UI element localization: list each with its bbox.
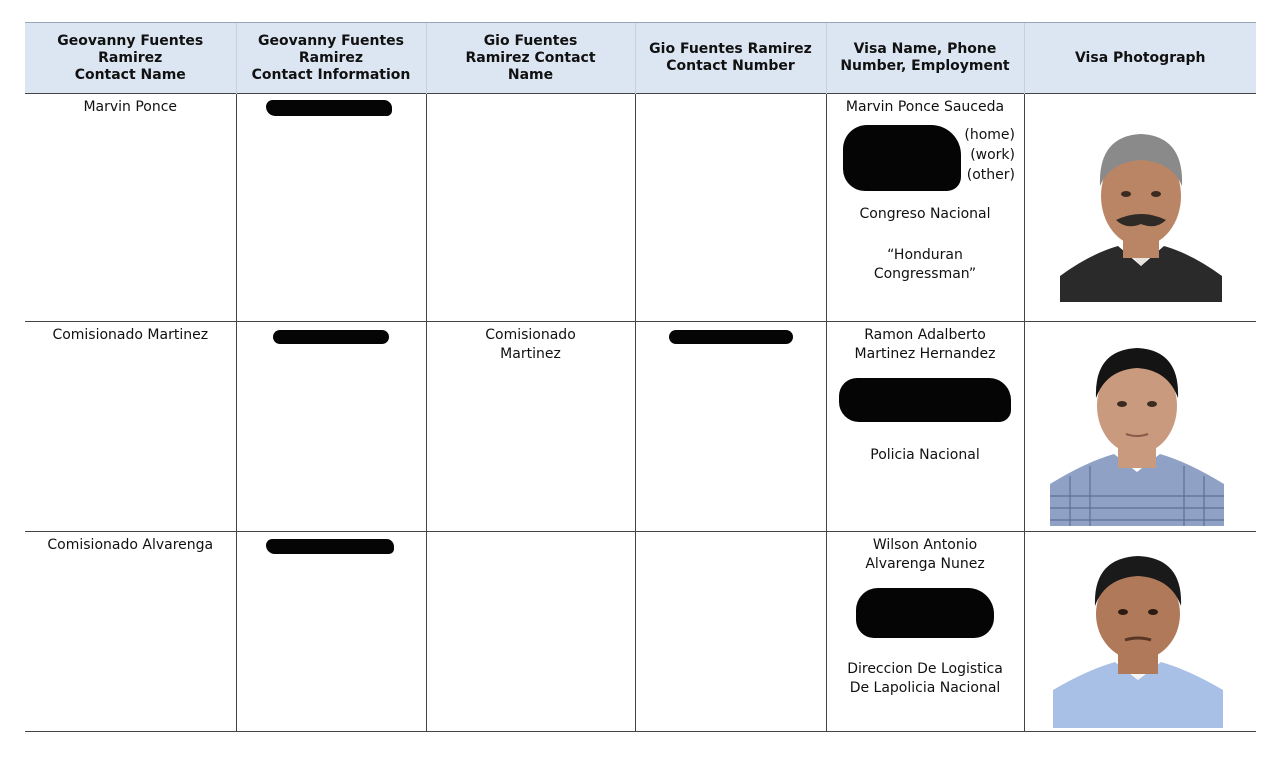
contact-name: Marvin Ponce [83,99,178,115]
visa-photograph [1053,548,1223,728]
visa-info-cell [826,322,1024,532]
table-row [25,532,1256,732]
header-geovanny-contact-information: Geovanny Fuentes Ramirez Contact Information [236,23,426,94]
redaction-mark [273,330,389,344]
redaction-mark [266,100,392,116]
contact-name-cell [25,94,236,322]
contact-name: Comisionado Martinez [52,327,209,343]
gio-contact-number-cell [635,532,826,732]
employment: Congreso Nacional [859,206,991,222]
contact-name-cell [25,532,236,732]
gio-contact-name-cell [426,94,635,322]
visa-info-cell [826,532,1024,732]
contact-info-cell [236,94,426,322]
contact-info-cell [236,322,426,532]
gio-contact-name-cell [426,532,635,732]
visa-name: Ramon Adalberto Martinez Hernandez [854,327,996,362]
table-row [25,322,1256,532]
visa-photo-cell [1024,322,1256,532]
phone-numbers [835,125,1015,191]
contact-info-cell [236,532,426,732]
note: “Honduran Congressman” [873,247,977,282]
employment: Direccion De Logistica De Lapolicia Nacional [847,661,1003,696]
visa-name: Wilson Antonio Alvarenga Nunez [865,537,985,572]
header-visa-photograph: Visa Photograph [1024,23,1256,94]
contact-name: Comisionado Alvarenga [47,537,214,553]
header-gio-contact-name: Gio Fuentes Ramirez Contact Name [426,23,635,94]
visa-info-cell [826,94,1024,322]
visa-name: Marvin Ponce Sauceda [845,99,1005,115]
visa-photograph [1060,116,1222,302]
table-row [25,94,1256,322]
phone-label-work: (work) [970,147,1015,163]
redaction-mark [266,539,394,554]
document-page [25,22,1256,732]
employment: Policia Nacional [870,447,980,463]
redaction-mark [669,330,793,344]
phone-label-other: (other) [966,167,1015,183]
header-visa-name-phone-employment: Visa Name, Phone Number, Employment [826,23,1024,94]
gio-contact-number-cell [635,322,826,532]
table-header-row [25,23,1256,94]
visa-photograph [1050,336,1224,526]
gio-contact-name-cell: Comisionado Martinez [426,322,635,532]
contact-name-cell [25,322,236,532]
phone-label-home: (home) [964,127,1015,143]
header-geovanny-contact-name: Geovanny Fuentes Ramirez Contact Name [25,23,236,94]
redaction-mark [856,588,994,638]
contacts-table [25,22,1256,732]
visa-photo-cell [1024,94,1256,322]
redaction-mark [843,125,961,191]
redaction-mark [839,378,1011,422]
visa-photo-cell [1024,532,1256,732]
gio-contact-number-cell [635,94,826,322]
header-gio-contact-number: Gio Fuentes Ramirez Contact Number [635,23,826,94]
